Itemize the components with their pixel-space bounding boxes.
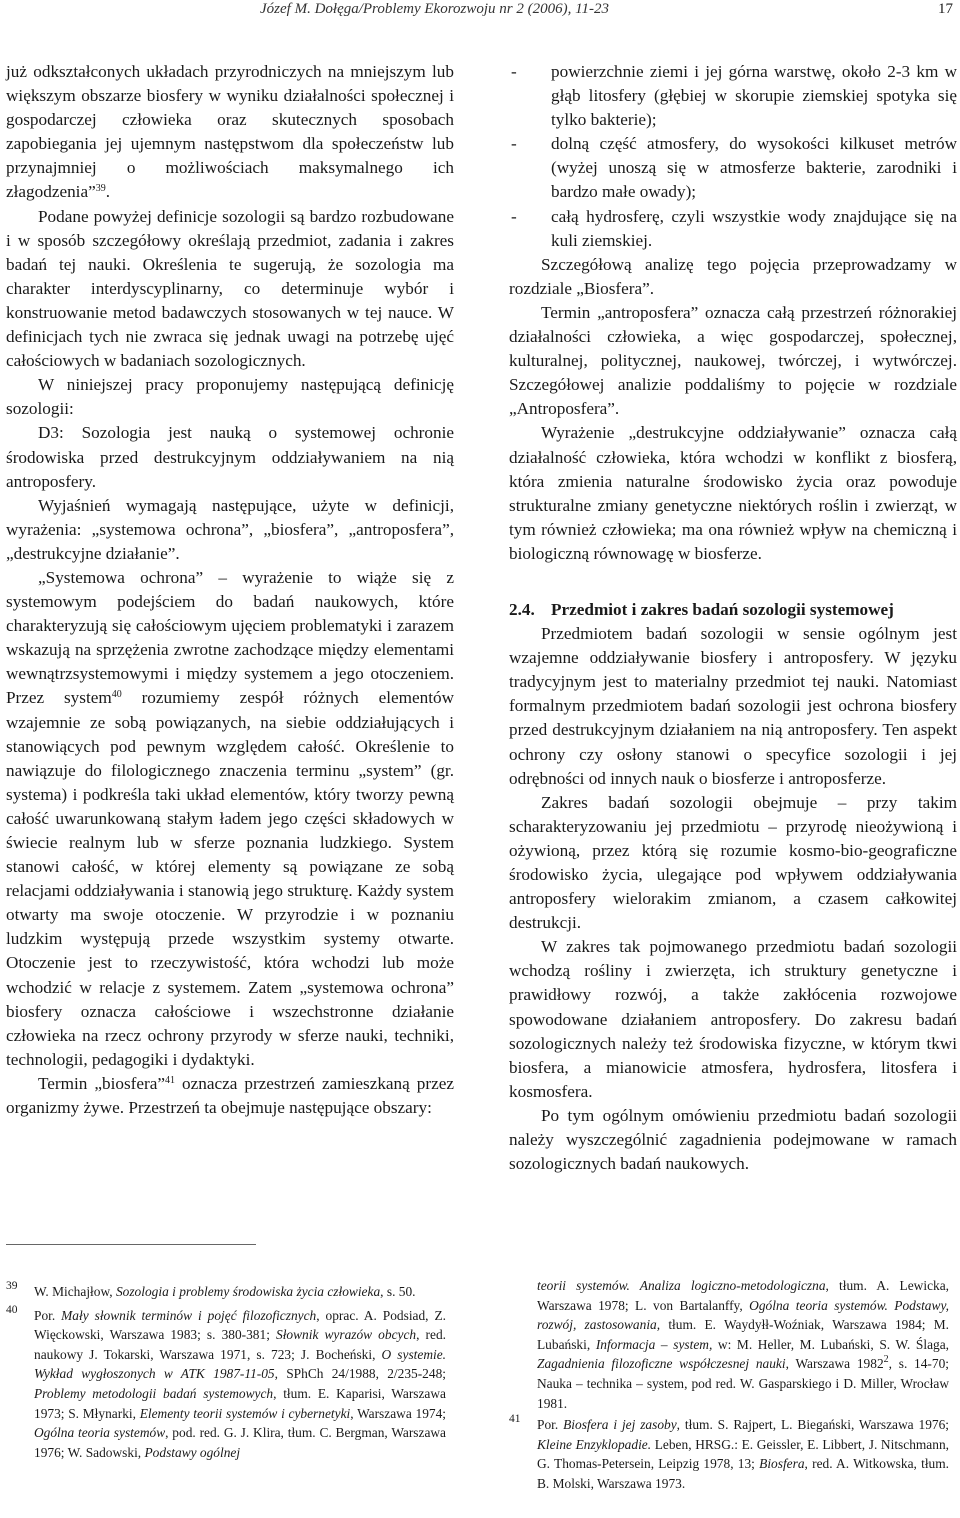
paragraph: Szczegółową analizę tego pojęcia przeprowadzamy w rozdziale „Biosfera”. bbox=[509, 254, 957, 298]
paragraph: Termin „antroposfera” oznacza całą przestrzeń różnorakiej działalności człowieka, a więc gospodarczej, społecznej, kulturalnej, politycznej, naukowej, twórczej, i wytwórczej. Szczegółowej analizie poddaliśmy to pojęcie w rozdziale „Antroposfera”. bbox=[509, 302, 957, 419]
right-column bbox=[509, 60, 957, 1176]
footnote-ref[interactable]: 41 bbox=[165, 1074, 176, 1086]
footnote-rule bbox=[6, 1244, 256, 1245]
paragraph: Zakres badań sozologii obejmuje – przy takim scharakteryzowaniu jej przedmiotu – przyrodę nieożywioną i ożywioną, przez którą się rozumie kosmo-bio-geograficzne środowisko życia, ulegające pod wpływem oddziaływania antroposfery wielorakim zmianom, a czasem całkowitej destrukcji. bbox=[509, 792, 957, 933]
section-heading bbox=[509, 598, 957, 622]
footnote-ref[interactable]: 39 bbox=[95, 183, 106, 195]
biosfera-list bbox=[509, 60, 957, 253]
paragraph: „Systemowa ochrona” – wyrażenie to wiąże się z systemowym podejściem do badań naukowych, które charakteryzują się całościowym ujęciem problematyki i zarazem wskazują na sprzężenia zwrotne zachodzące między elementami wewnątrzsystemowymi i między systemem a jego otoczeniem. Przez system$^{40}$ rozumiemy zespół różnych elementów wzajemnie ze sobą powiązanych, na siebie oddziałujących i stanowiących pod pewnym względem całość. Określenie to nawiązuje do filologicznego znaczenia terminu „system” (gr. systema) i podkreśla taki układ elementów, który tworzy pewną całość uwarunkowaną stałym ładem jego części składowych w świecie realnym lub w sferze poznania ludzkiego. System stanowi całość, w której elementy są powiązane ze sobą relacjami oddziaływania i stanowią jego strukturę. Każdy system otwarty ma swoje otoczenie. W przyrodzie i w poznaniu ludzkim występują przede wszystkim systemy otwarte. Otoczenie jest to rzeczywistość, która wchodzi lub może wchodzić w relacje z systemem. Zatem „systemowa ochrona” biosfery oznacza całościowe i wszechstronne działanie człowieka na rzecz ochrony przyrody w sferze nauki, techniki, technologii, pedagogiki i dydaktyki. bbox=[6, 567, 454, 1069]
paragraph: W niniejszej pracy proponujemy następującą definicję sozologii: bbox=[6, 375, 454, 419]
paragraph: Podane powyżej definicje sozologii są bardzo rozbudowane i w sposób szczegółowy określają przedmiot, zadania i zakres badań tej nauki. Określenia te sugerują, że sozologia ma charakter interdyscyplinarny, co determinuje wybór i konstruowanie metod badawczych stosowanych w tej nauce. W definicjach tych nie zwraca się jednak uwagi na potrzebę ujęć całościowych w badaniach sozologicznych. bbox=[6, 206, 454, 371]
paragraph: już odkształconych układach przyrodniczych na mniejszym lub większym obszarze biosfery w wyniku działalności społecznej i gospodarczej człowieka oraz skutecznych sposobach zapobiegania jej ujemnym następstwom dla społeczeństw lub przynajmniej o możliwościach maksymalnego ich złagodzenia”$^{39}$. bbox=[6, 62, 454, 202]
footnote-40-continued: teorii systemów. Analiza logiczno-metodologiczna, tłum. A. Lewicka, Warszawa 1978; L. von Bartalanffy, Ogólna teoria systemów. Podstawy, rozwój, zastosowania, tłum. E. Waydyłł-Woźniak, Warszawa 1984; M. Lubański, Informacja – system, w: M. Heller, M. Lubański, S. W. Ślaga, Zagadnienia filozoficzne współczesnej nauki, Warszawa 1982$^2$, s. 14-70; Nauka – technika – system, pod red. W. Gasparskiego i D. Miller, Wrocław 1981. bbox=[537, 1278, 949, 1411]
footnote-40: 40 Por. Mały słownik terminów i pojęć filozoficznych, oprac. A. Podsiad, Z. Więckowski, Warszawa 1983; s. 380-381; Słownik wyrazów obcych, red. naukowy J. Tokarski, Warszawa 1971, s. 723; J. Bocheński, O systemie. Wykład wygłoszonych w ATK 1987-11-05, SPhCh 24/1988, 2/235-248; Problemy metodologii badań systemowych, tłum. E. Kaparisi, Warszawa 1973; S. Młynarki, Elementy teorii systemów i cybernetyki, Warszawa 1974; Ogólna teoria systemów, pod. red. G. J. Klira, tłum. C. Bergman, Warszawa 1976; W. Sadowski, Podstawy ogólnej bbox=[6, 1303, 446, 1460]
page-number: 17 bbox=[938, 1, 953, 17]
paragraph: W zakres tak pojmowanego przedmiotu badań sozologii wchodzą rośliny i zwierzęta, ich struktury genetyczne i prawidłowy rozwój, a także zakłócenia rozwojowe spowodowane działaniem antroposfery. Do zakresu badań sozologicznych należy też środowiska fizyczne, w którym tkwi biosfera, a mianowicie atmosfera, hydrosfera, litosfera i kosmosfera. bbox=[509, 937, 957, 1101]
definition-d3: D3: Sozologia jest nauką o systemowej ochronie środowiska przed destrukcyjnym oddziaływaniem na nią antroposfery. bbox=[6, 423, 454, 491]
footnotes-left bbox=[6, 1282, 446, 1462]
paragraph: Wyrażenie „destrukcyjne oddziaływanie” oznacza całą działalność człowieka, która wchodzi w konflikt z biosferą, która zmienia naturalne środowisko życia oraz powoduje strukturalne zmiany genetyczne niektórych roślin i zwierząt, w tym również człowieka; ma ona również wpływ na chemiczną i biologiczną równowagę w biosferze. bbox=[509, 423, 957, 563]
list-item: - dolną część atmosfery, do wysokości kilkuset metrów (wyżej unoszą się w atmosferze bakterie, zarodniki i bardzo małe owady); bbox=[509, 132, 957, 204]
left-column bbox=[6, 60, 454, 1120]
section-number: 2.4. bbox=[509, 599, 535, 619]
running-header bbox=[0, 0, 960, 22]
list-item: - powierzchnie ziemi i jej górna warstwę, około 2-3 km w głąb litosfery (głębiej w skorupie ziemskiej spotyka się tylko bakterie); bbox=[509, 60, 957, 132]
section-title: Przedmiot i zakres badań sozologii systemowej bbox=[551, 599, 894, 619]
paragraph: Termin „biosfera”$^{41}$ oznacza przestrzeń zamieszkaną przez organizmy żywe. Przestrzeń ta obejmuje następujące obszary: bbox=[6, 1073, 454, 1118]
paragraph: Wyjaśnień wymagają następujące, użyte w definicji, wyrażenia: „systemowa ochrona”, „biosfera”, „antroposfera”, „destrukcyjne działanie”. bbox=[6, 495, 454, 563]
footnote-ref[interactable]: 40 bbox=[111, 689, 122, 701]
footnote-41: 41 Por. Biosfera i jej zasoby, tłum. S. Rajpert, L. Biegański, Warszawa 1976; Kleine Enzyklopadie. Leben, HRSG.: E. Geissler, E. Libbert, J. Nitschmann, G. Thomas-Petersein, Leipzig 1978, 13; Biosfera, red. A. Witkowska, tłum. B. Molski, Warszawa 1973. bbox=[509, 1413, 950, 1491]
paragraph: Przedmiotem badań sozologii w sensie ogólnym jest wzajemne oddziaływanie biosfery i antroposfery. W języku tradycyjnym jest to materialny przedmiot tej nauki. Natomiast formalnym przedmiotem badań sozologii jest ochrona biosfery przed destrukcyjnym działaniem na nią antroposfery. Ten aspekt ochrony czy osłony stanowi o specyfice sozologii i jej odrębności od innych nauk o biosferze i antroposferze. bbox=[509, 624, 957, 788]
footnote-39: 39 W. Michajłow, Sozologia i problemy środowiska życia człowieka, s. 50. bbox=[6, 1280, 416, 1299]
list-item: - całą hydrosferę, czyli wszystkie wody znajdujące się na kuli ziemskiej. bbox=[509, 205, 957, 253]
paragraph: Po tym ogólnym omówieniu przedmiotu badań sozologii należy wyszczególnić zagadnienia podejmowane w ramach sozologicznych badań naukowych. bbox=[509, 1105, 957, 1174]
footnotes-right bbox=[509, 1276, 949, 1494]
running-title: Józef M. Dołęga/Problemy Ekorozwoju nr 2 (2006), 11-23 bbox=[260, 1, 609, 17]
